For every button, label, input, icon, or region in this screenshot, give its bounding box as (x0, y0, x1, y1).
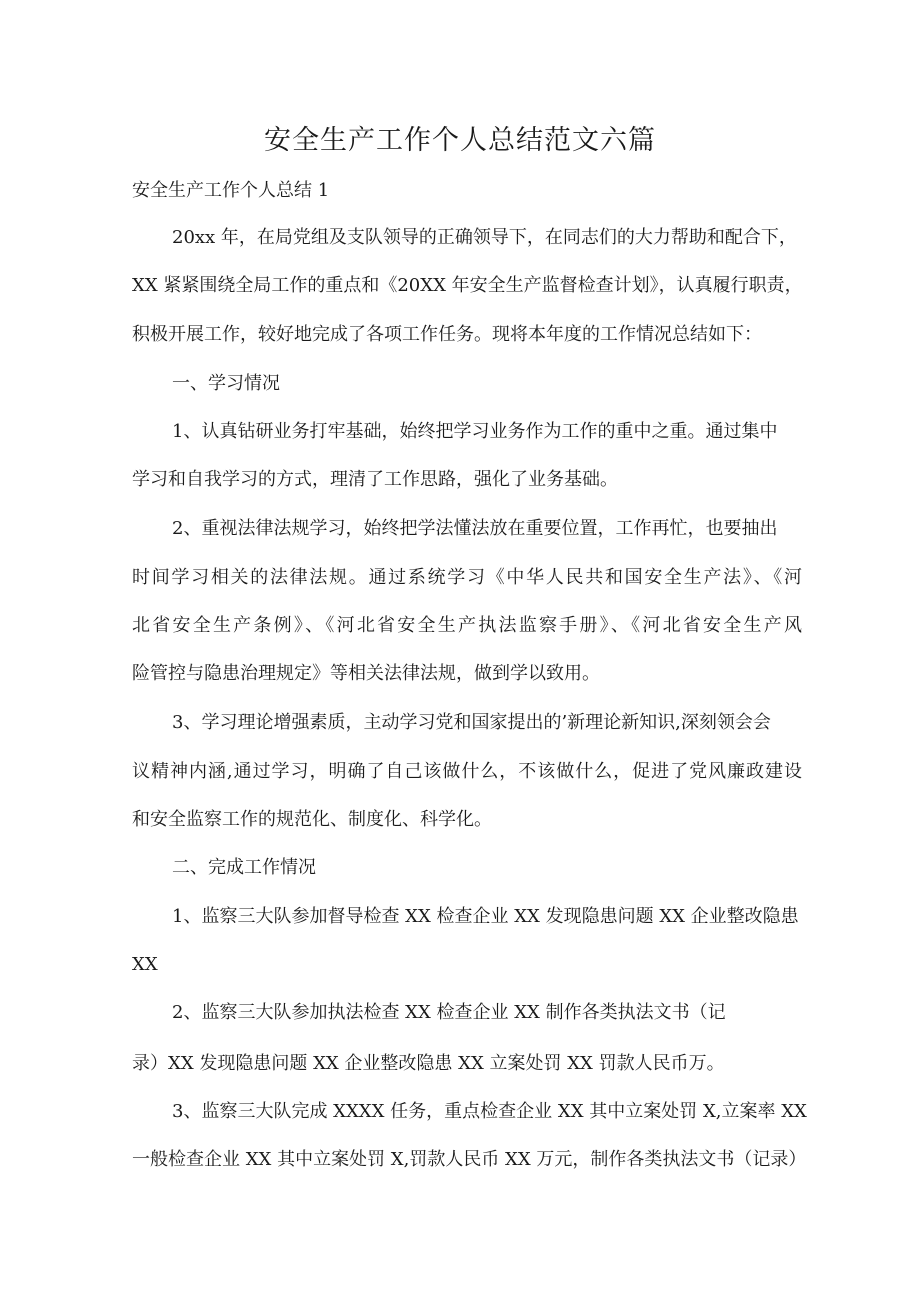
paragraph-line: 北省安全生产条例》、《河北省安全生产执法监察手册》、《河北省安全生产风 (132, 615, 802, 636)
paragraph-line: 2、监察三大队参加执法检查 XX 检查企业 XX 制作各类执法文书（记 (172, 1002, 726, 1023)
paragraph-line: XX 紧紧围绕全局工作的重点和《20XX 年安全生产监督检查计划》，认真履行职责， (132, 275, 803, 296)
paragraph-line: 一般检查企业 XX 其中立案处罚 X,罚款人民币 XX 万元，制作各类执法文书（记录） (132, 1149, 807, 1170)
paragraph-line: 1、认真钻研业务打牢基础，始终把学习业务作为工作的重中之重。通过集中 (172, 421, 778, 442)
paragraph-line: 时间学习相关的法律法规。通过系统学习《中华人民共和国安全生产法》、《河 (132, 567, 802, 588)
heading-line: 二、完成工作情况 (172, 857, 316, 878)
paragraph-line: 3、学习理论增强素质，主动学习党和国家提出的’新理论新知识,深刻领会会 (172, 712, 771, 733)
paragraph-line: 20xx 年，在局党组及支队领导的正确领导下，在同志们的大力帮助和配合下， (172, 227, 797, 248)
paragraph-line: 3、监察三大队完成 XXXX 任务，重点检查企业 XX 其中立案处罚 X,立案率 XX (172, 1101, 807, 1122)
section-title: 安全生产工作个人总结 1 (132, 180, 330, 201)
paragraph-line: 和安全监察工作的规范化、制度化、科学化。 (132, 809, 492, 830)
paragraph-line: 2、重视法律法规学习，始终把学法懂法放在重要位置，工作再忙，也要抽出 (172, 518, 778, 539)
paragraph-line: XX (132, 954, 158, 975)
paragraph-line: 1、监察三大队参加督导检查 XX 检查企业 XX 发现隐患问题 XX 企业整改隐患 (172, 906, 799, 927)
paragraph-line: 学习和自我学习的方式，理清了工作思路，强化了业务基础。 (132, 469, 618, 490)
heading-line: 一、学习情况 (172, 373, 280, 394)
document-title: 安全生产工作个人总结范文六篇 (264, 125, 656, 156)
paragraph-line: 积极开展工作，较好地完成了各项工作任务。现将本年度的工作情况总结如下： (132, 324, 762, 345)
paragraph-line: 议精神内涵,通过学习，明确了自己该做什么，不该做什么，促进了党风廉政建设 (132, 761, 802, 782)
paragraph-line: 险管控与隐患治理规定》等相关法律法规，做到学以致用。 (132, 663, 600, 684)
paragraph-line: 录）XX 发现隐患问题 XX 企业整改隐患 XX 立案处罚 XX 罚款人民币万。 (132, 1053, 725, 1074)
